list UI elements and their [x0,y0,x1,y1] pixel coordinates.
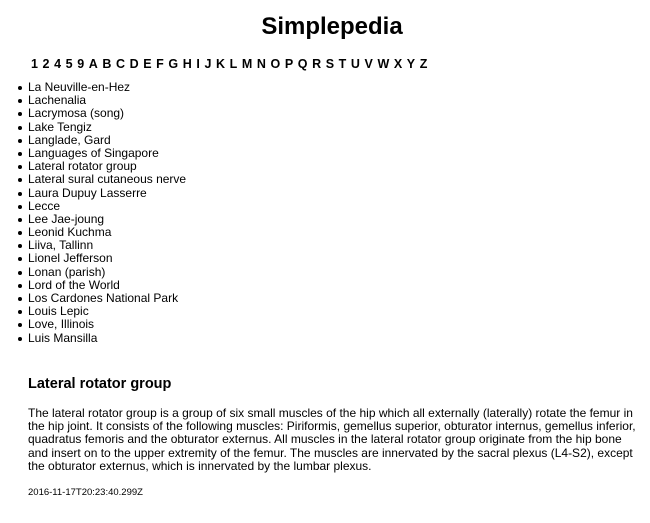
article-timestamp: 2016-11-17T20:23:40.299Z [28,487,143,499]
article-link[interactable]: Laura Dupuy Lasserre [28,185,147,200]
article-link[interactable]: Lachenalia [28,93,87,108]
list-item [28,292,636,305]
list-item [28,226,636,239]
article-link[interactable]: Lord of the World [28,277,120,292]
alphabet-link-9[interactable]: 9 [77,57,85,71]
alphabet-link-h[interactable]: H [182,57,192,71]
alphabet-link-1[interactable]: 1 [31,57,38,71]
alphabet-link-k[interactable]: K [215,57,226,71]
alphabet-link-l[interactable]: L [229,57,238,71]
alphabet-link-d[interactable]: D [129,57,139,71]
site-title: Simplepedia [261,13,403,40]
alphabet-link-e[interactable]: E [143,57,152,71]
list-item [28,318,636,331]
article-link[interactable]: Lake Tengiz [28,119,92,134]
alphabet-link-u[interactable]: U [350,57,360,71]
article-link[interactable]: Luis Mansilla [28,330,98,345]
alphabet-link-n[interactable]: N [256,57,266,71]
alphabet-link-p[interactable]: P [284,57,294,71]
alphabet-link-g[interactable]: G [168,57,179,71]
alphabet-link-2[interactable]: 2 [42,57,50,71]
alphabet-link-b[interactable]: B [102,57,112,71]
alphabet-link-j[interactable]: J [204,57,212,71]
article-link[interactable]: Louis Lepic [28,304,89,319]
list-item [28,252,636,265]
alphabet-link-i[interactable]: I [196,57,200,71]
article-title: Lateral rotator group [28,375,172,392]
list-item [28,121,636,134]
article-body: The lateral rotator group is a group of six small muscles of the hip which all externally (laterally) rotate the femur in the hip joint. It consists of the following muscles: Piriformis, gemellus superior, obturator internus, gemellus inferior, quadratus femoris and the obturator externus. All muscles in the lateral rotator group originate from the hip bone and insert on to the upper extremity of the femur. The muscles are innervated by the sacral plexus (L4-S2), except the obturator externus, which is innervated by the lumbar plexus. [28,405,636,473]
list-item [28,239,636,252]
article-link[interactable]: Lacrymosa (song) [28,106,125,121]
alphabet-link-o[interactable]: O [270,57,281,71]
alphabet-link-z[interactable]: Z [419,57,428,71]
alphabet-link-4[interactable]: 4 [54,57,62,71]
article-link[interactable]: Lionel Jefferson [28,251,113,266]
article-link[interactable]: Lee Jae-joung [28,211,105,226]
alphabet-link-a[interactable]: A [88,57,98,71]
article-link[interactable]: Languages of Singapore [28,145,159,160]
list-item [28,332,636,345]
article-link[interactable]: Lecce [28,198,61,213]
article-link[interactable]: Langlade, Gard [28,132,111,147]
alphabet-link-f[interactable]: F [156,57,164,71]
list-item [28,81,636,94]
alphabet-link-x[interactable]: X [393,57,403,71]
article-link[interactable]: Lateral sural cutaneous nerve [28,172,187,187]
alphabet-link-t[interactable]: T [338,57,347,71]
article-link[interactable]: Lonan (parish) [28,264,106,279]
list-item [28,213,636,226]
alphabet-link-c[interactable]: C [115,57,126,71]
list-item [28,187,636,200]
list-item [28,107,636,120]
article-link[interactable]: Love, Illinois [28,317,95,332]
article-link[interactable]: Los Cardones National Park [28,291,179,305]
article-list [28,81,636,345]
alphabet-link-v[interactable]: V [364,57,373,71]
alphabet-link-r[interactable]: R [312,57,322,71]
list-item [28,200,636,213]
alphabet-link-w[interactable]: W [377,57,390,71]
list-item [28,305,636,318]
alphabet-nav [28,56,636,72]
alphabet-link-s[interactable]: S [325,57,335,71]
article-link[interactable]: Liiva, Tallinn [28,238,94,253]
article-link[interactable]: Leonid Kuchma [28,225,112,240]
article-link[interactable]: La Neuville-en-Hez [28,80,131,94]
alphabet-link-5[interactable]: 5 [65,57,73,71]
alphabet-link-y[interactable]: Y [406,57,416,71]
alphabet-link-m[interactable]: M [241,57,253,71]
article-link[interactable]: Lateral rotator group [28,159,137,174]
alphabet-link-q[interactable]: Q [297,57,308,71]
